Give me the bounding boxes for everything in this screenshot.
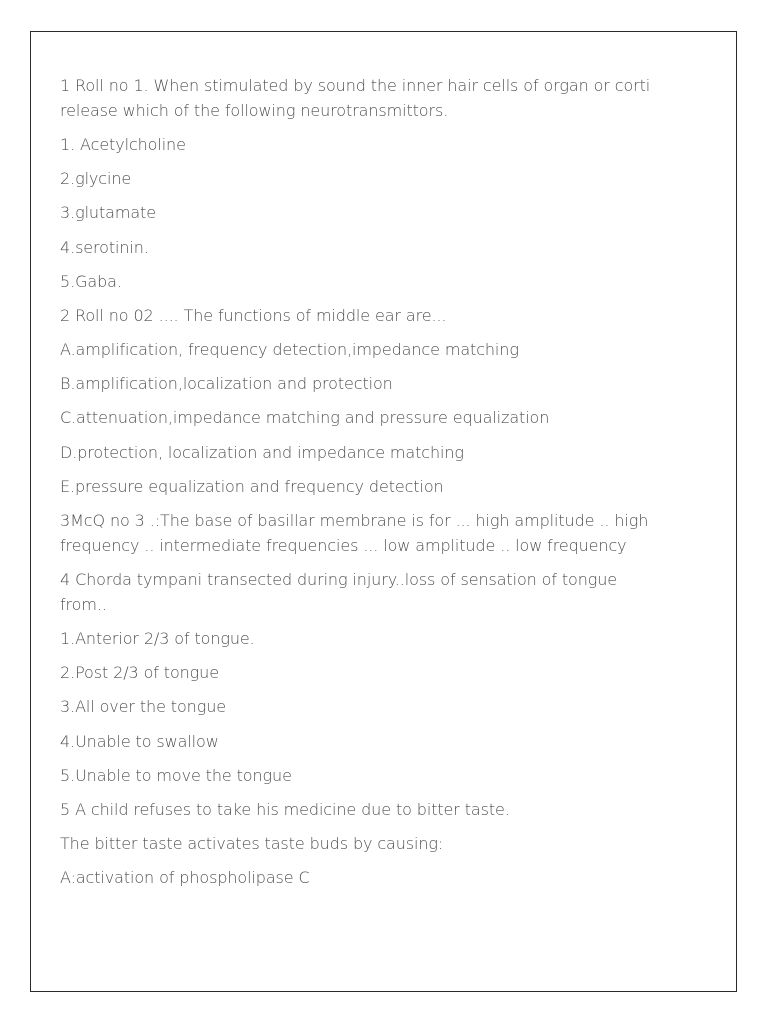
- question-1-option-5: 5.Gaba.: [60, 271, 122, 291]
- question-5-prompt: The bitter taste activates taste buds by causing:: [60, 834, 444, 854]
- question-1-stem: 1 Roll no 1. When stimulated by sound the inner hair cells of organ or corti release which of the following neurotransmittors.: [60, 76, 651, 120]
- question-4-option-2: 2.Post 2/3 of tongue: [60, 663, 219, 683]
- question-4-option-3: 3.All over the tongue: [60, 697, 226, 717]
- question-2-option-c: C.attenuation,impedance matching and pressure equalization: [60, 408, 550, 428]
- question-5-option-a: A:activation of phospholipase C: [60, 868, 310, 888]
- question-2-option-e: E.pressure equalization and frequency detection: [60, 476, 444, 496]
- question-2-stem: 2 Roll no 02 .... The functions of middle ear are...: [60, 305, 447, 325]
- question-1-option-3: 3.glutamate: [60, 203, 156, 223]
- question-2-option-d: D.protection, localization and impedance matching: [60, 442, 464, 462]
- question-5-stem: 5 A child refuses to take his medicine due to bitter taste.: [60, 799, 510, 819]
- question-4-stem: 4 Chorda tympani transected during injury..loss of sensation of tongue from..: [60, 570, 618, 614]
- question-3-stem: 3McQ no 3 .:The base of basillar membrane is for ... high amplitude .. high frequency .. intermediate frequencies ... low amplitude .. low frequency: [60, 511, 649, 555]
- question-1-option-2: 2.glycine: [60, 169, 132, 189]
- document-body: [60, 74, 660, 901]
- question-4-option-1: 1.Anterior 2/3 of tongue.: [60, 629, 255, 649]
- question-4-option-5: 5.Unable to move the tongue: [60, 765, 292, 785]
- question-2-option-a: A.amplification, frequency detection,impedance matching: [60, 340, 519, 360]
- question-1-option-4: 4.serotinin.: [60, 237, 149, 257]
- question-2-option-b: B.amplification,localization and protection: [60, 374, 393, 394]
- question-1-option-1: 1. Acetylcholine: [60, 134, 186, 154]
- question-4-option-4: 4.Unable to swallow: [60, 731, 219, 751]
